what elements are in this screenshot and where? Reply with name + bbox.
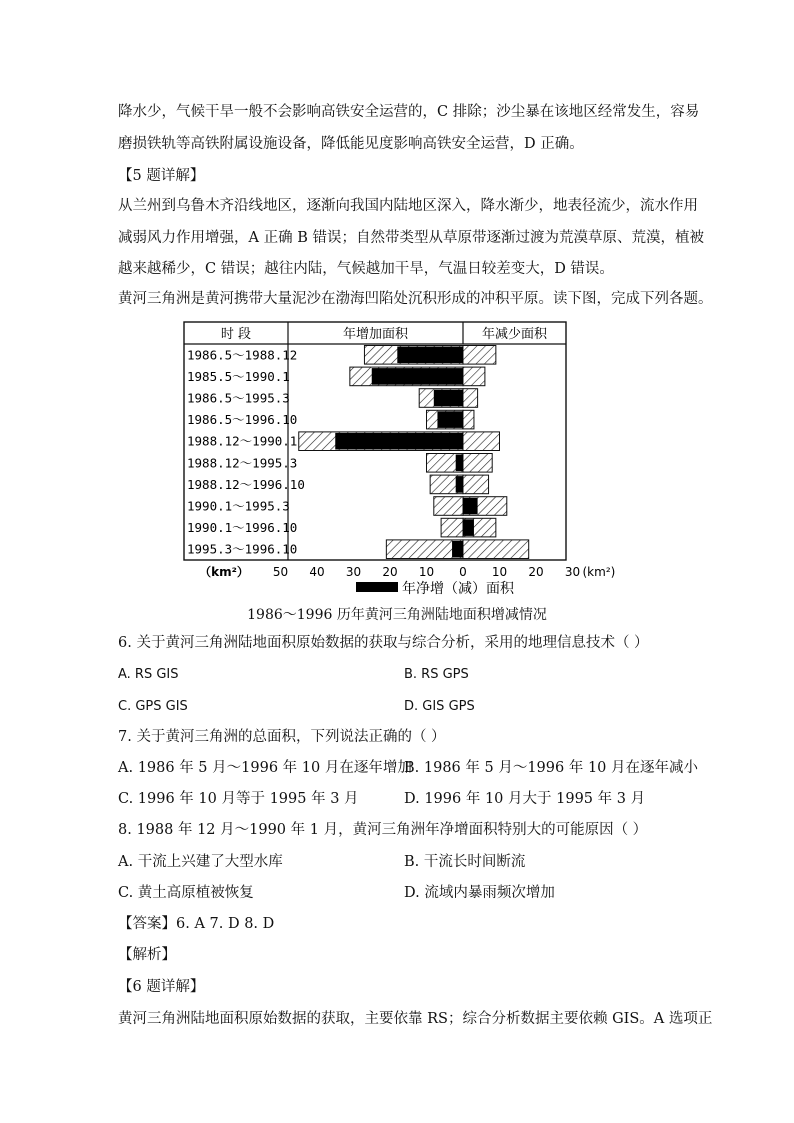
q7-option-c: C. 1996 年 10 月等于 1995 年 3 月: [118, 791, 359, 807]
q7-option-b: B. 1986 年 5 月～1996 年 10 月在逐年减小: [404, 760, 699, 776]
legend-label: 年净增（减）面积: [402, 581, 514, 597]
decrease-bar: [463, 540, 529, 559]
analysis-heading: 【解析】: [118, 947, 176, 963]
text-p2c: 越来越稀少，C 错误；越往内陆，气候越加干旱，气温日较差变大，D 错误。: [118, 261, 614, 277]
q8-option-b: B. 干流长时间断流: [404, 854, 526, 870]
period-label: 1990.1～1995.3: [187, 498, 290, 514]
answer-line: 【答案】6. A 7. D 8. D: [118, 916, 275, 932]
question-6: 6. 关于黄河三角洲陆地面积原始数据的获取与综合分析，采用的地理信息技术（ ）: [118, 635, 649, 651]
text-p3: 黄河三角洲是黄河携带大量泥沙在渤海凹陷处沉积形成的冲积平原。读下图，完成下列各题。: [118, 291, 713, 307]
q6-option-b: B. RS GPS: [404, 667, 469, 682]
legend-swatch: [356, 582, 398, 592]
chart-caption: 1986～1996 历年黄河三角洲陆地面积增减情况: [247, 607, 547, 623]
question-8: 8. 1988 年 12 月～1990 年 1 月，黄河三角洲年净增面积特别大的可能原因（ ）: [118, 822, 648, 838]
period-label: 1988.12～1990.1: [187, 433, 298, 449]
increase-bar: [441, 518, 463, 537]
period-label: 1995.3～1996.10: [187, 541, 298, 557]
axis-tick-label: 0: [459, 565, 467, 579]
q6-option-d: D. GIS GPS: [404, 699, 475, 714]
increase-bar: [434, 497, 463, 516]
q8-option-a: A. 干流上兴建了大型水库: [118, 854, 283, 870]
q7-option-a: A. 1986 年 5 月～1996 年 10 月在逐年增加: [118, 760, 412, 776]
increase-bar: [386, 540, 463, 559]
axis-tick-label: 30: [564, 565, 581, 579]
net-bar: [456, 476, 463, 493]
axis-unit-right: (km²): [582, 565, 616, 579]
decrease-bar: [463, 475, 489, 494]
decrease-bar: [463, 410, 474, 429]
heading-6: 【6 题详解】: [118, 979, 205, 995]
q8-option-c: C. 黄土高原植被恢复: [118, 885, 254, 901]
axis-tick-label: 10: [418, 565, 435, 579]
net-bar: [437, 411, 463, 428]
net-bar: [397, 347, 463, 364]
area-change-chart: [180, 320, 616, 597]
decrease-bar: [463, 432, 500, 451]
decrease-bar: [463, 454, 492, 473]
axis-tick-label: 20: [528, 565, 544, 579]
period-label: 1985.5～1990.1: [187, 368, 290, 384]
net-bar: [434, 390, 463, 407]
net-bar: [456, 455, 463, 472]
text-p1b: 磨损铁轨等高铁附属设施设备，降低能见度影响高铁安全运营，D 正确。: [118, 136, 584, 152]
text-p2b: 减弱风力作用增强，A 正确 B 错误；自然带类型从草原带逐渐过渡为荒漠草原、荒漠，植被: [118, 230, 704, 246]
q6-option-c: C. GPS GIS: [118, 699, 188, 714]
heading-5: 【5 题详解】: [118, 168, 205, 184]
text-p4: 黄河三角洲陆地面积原始数据的获取，主要依靠 RS；综合分析数据主要依赖 GIS。A 选项正: [118, 1011, 713, 1027]
header-decrease: 年减少面积: [481, 327, 548, 342]
axis-tick-label: 10: [491, 565, 508, 579]
period-label: 1986.5～1995.3: [187, 390, 290, 406]
net-bar: [335, 433, 463, 450]
axis-tick-label: 30: [345, 565, 362, 579]
text-p1a: 降水少，气候干旱一般不会影响高铁安全运营的，C 排除；沙尘暴在该地区经常发生，容易: [118, 104, 700, 120]
decrease-bar: [463, 389, 478, 408]
period-label: 1988.12～1995.3: [187, 455, 298, 471]
q7-option-d: D. 1996 年 10 月大于 1995 年 3 月: [404, 791, 646, 807]
net-bar: [463, 519, 474, 536]
period-label: 1986.5～1988.12: [187, 347, 298, 363]
net-bar: [452, 541, 463, 558]
header-period: 时 段: [220, 327, 252, 342]
q8-option-d: D. 流域内暴雨频次增加: [404, 885, 555, 901]
header-increase: 年增加面积: [342, 327, 409, 342]
axis-tick-label: 50: [272, 565, 289, 579]
period-label: 1990.1～1996.10: [187, 520, 298, 536]
q6-option-a: A. RS GIS: [118, 667, 179, 682]
net-bar: [463, 498, 478, 515]
period-label: 1988.12～1996.10: [187, 476, 305, 492]
text-p2a: 从兰州到乌鲁木齐沿线地区，逐渐向我国内陆地区深入，降水渐少，地表径流少，流水作用: [118, 198, 698, 214]
axis-tick-label: 40: [309, 565, 325, 579]
decrease-bar: [463, 367, 485, 386]
period-label: 1986.5～1996.10: [187, 412, 298, 428]
decrease-bar: [463, 346, 496, 365]
axis-tick-label: 20: [382, 565, 398, 579]
net-bar: [372, 368, 463, 385]
question-7: 7. 关于黄河三角洲的总面积，下列说法正确的（ ）: [118, 729, 446, 745]
axis-unit-left: （km²）: [199, 565, 249, 579]
